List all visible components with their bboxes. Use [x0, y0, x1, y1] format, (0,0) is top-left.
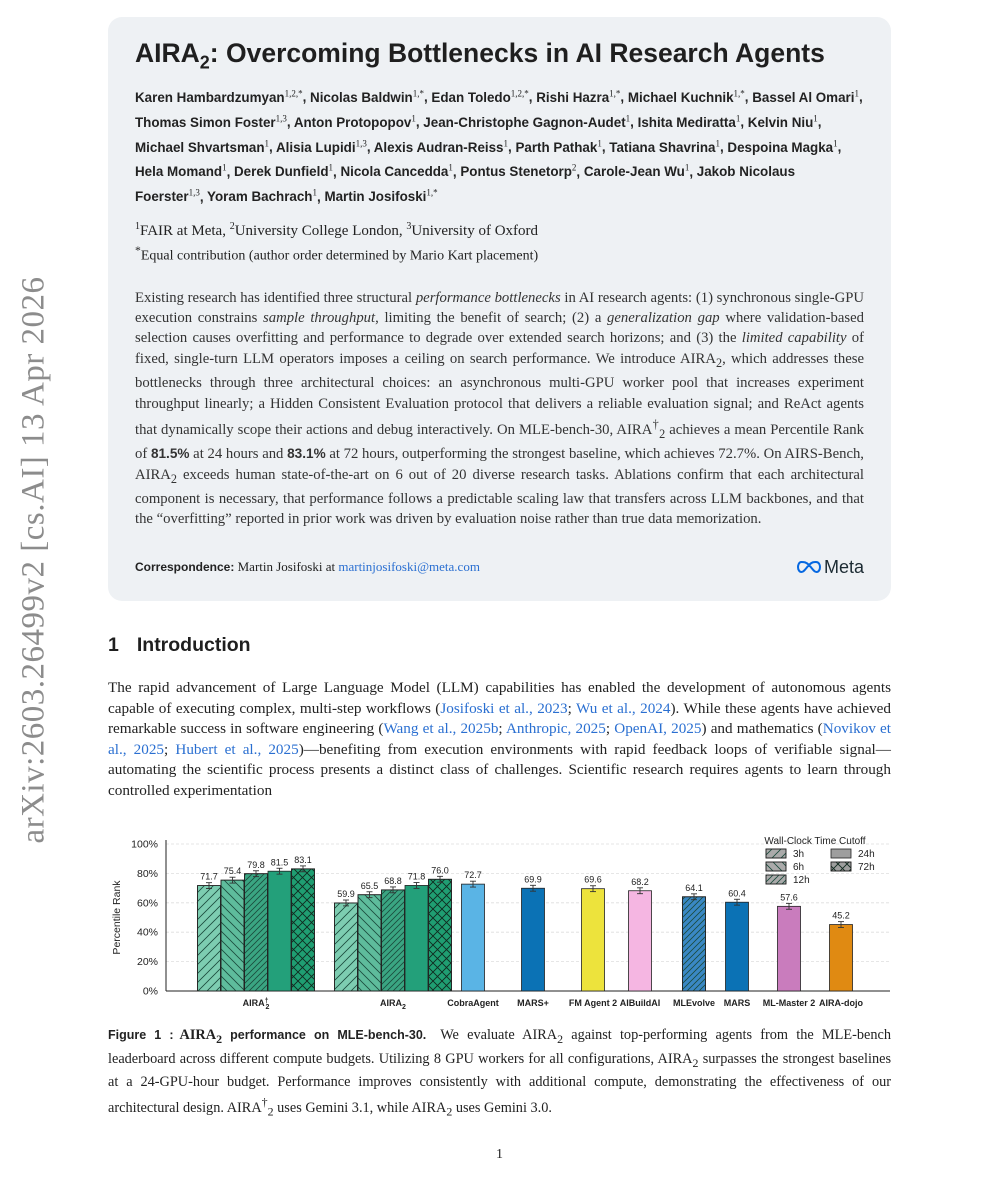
- x-tick-label: MARS: [723, 998, 751, 1008]
- bar: [405, 885, 428, 991]
- legend-label: 24h: [858, 849, 875, 860]
- x-tick-label: $AIRA_2$: [380, 998, 406, 1011]
- data-label: 76.0: [431, 865, 449, 876]
- author-name: Pontus Stenetorp$^2$: [460, 163, 577, 180]
- bar-hatch: [292, 869, 315, 991]
- y-tick-label: 80%: [136, 867, 158, 880]
- data-label: 72.7: [464, 870, 482, 881]
- citation-link[interactable]: Wang et al., 2025b: [383, 720, 499, 738]
- data-label: 68.2: [631, 876, 649, 887]
- author-name: Hela Momand$^1$: [135, 163, 227, 180]
- author-name: Jakob Nicolaus Foerster$^{1,3}$: [135, 164, 796, 205]
- y-axis-label: Percentile Rank: [111, 880, 123, 955]
- legend-swatch-hatch: [766, 862, 786, 871]
- bar-hatch: [335, 903, 358, 991]
- meta-infinity-icon: [797, 560, 821, 574]
- bar: [268, 871, 291, 991]
- legend-label: 3h: [793, 849, 805, 860]
- author-name: Derek Dunfield$^1$: [234, 163, 334, 180]
- author-name: Ishita Mediratta$^1$: [637, 113, 741, 130]
- affiliation: $^3$University of Oxford: [406, 220, 539, 239]
- data-label: 81.5: [270, 857, 289, 868]
- author-name: Edan Toledo$^{1,2,*}$: [431, 88, 529, 105]
- author-name: Kelvin Niu$^1$: [747, 113, 818, 130]
- bar-hatch: [382, 890, 405, 991]
- data-label: 59.9: [337, 889, 355, 900]
- author-name: Anton Protopopov$^1$: [293, 113, 416, 130]
- bar: [522, 888, 545, 991]
- x-tick-label: AIRA† 2: [242, 998, 270, 1011]
- data-label: 71.8: [407, 871, 426, 882]
- page-number: 1: [496, 1147, 503, 1162]
- section-heading: 1 Introduction: [108, 634, 251, 656]
- author-name: Thomas Simon Foster$^{1,3}$: [135, 113, 287, 130]
- correspondence-email-link[interactable]: martinjosifoski@meta.com: [338, 559, 480, 574]
- author-name: Michael Kuchnik$^{1,*}$: [627, 88, 745, 105]
- legend-swatch-hatch: [766, 849, 786, 858]
- bar: [726, 902, 749, 991]
- y-tick-label: 40%: [136, 926, 158, 939]
- figure-caption: Figure 1 : $AIRA_2$ performance on MLE-bench-30. We evaluate $AIRA_2$ against top-performing agents from the MLE-bench leaderboard across different compute budgets. Utilizing 8 GPU workers for all configurations, $AIRA_2$ surpasses the strongest baselines at a 24-GPU-hour budget. Performance improves consistently with additional compute, demonstrating the effectiveness of our architectural design. $AIRA^\dagger_2$ uses Gemini 3.1, while $AIRA_2$ uses Gemini 3.0.: [108, 1027, 892, 1119]
- affiliation: $^1$FAIR at Meta: [135, 220, 223, 239]
- y-tick-label: 20%: [136, 956, 158, 969]
- x-tick-label: MARS+: [517, 998, 549, 1008]
- legend-swatch-hatch: [831, 862, 851, 871]
- correspondence-row: [135, 556, 864, 578]
- data-label: 71.7: [200, 871, 218, 882]
- meta-logo: Meta: [797, 557, 864, 578]
- author-name: Yoram Bachrach$^1$: [207, 187, 317, 205]
- author-name: Carole-Jean Wu$^1$: [583, 163, 690, 180]
- bar-hatch: [358, 895, 381, 991]
- author-name: Karen Hambardzumyan$^{1,2,*}$: [135, 88, 303, 105]
- citation-link[interactable]: Hubert et al., 2025: [175, 740, 299, 758]
- author-name: Nicola Cancedda$^1$: [340, 163, 453, 180]
- bar-hatch: [221, 880, 244, 991]
- data-label: 69.9: [524, 874, 542, 885]
- affiliation: $^2$University College London: [229, 220, 399, 239]
- legend-label: 12h: [793, 875, 810, 886]
- x-tick-label: ML-Master 2: [762, 998, 816, 1008]
- paper-title: $AIRA_2$: Overcoming Bottlenecks in AI Research Agents: [135, 38, 825, 73]
- data-label: 83.1: [294, 854, 312, 865]
- y-tick-label: 100%: [131, 838, 158, 851]
- author-name: Rishi Hazra$^{1,*}$: [536, 88, 621, 105]
- author-name: Alisia Lupidi$^{1,3}$: [275, 138, 367, 155]
- abstract: Existing research has identified three structural performance bottlenecks in AI research agents: (1) synchronous single-GPU execution constrains sample throughput, limiting the benefit of search; (2) a generalization gap where validation-based selection causes overfitting and performance to degrade over extended search horizons; and (3) the limited capability of fixed, single-turn LLM operators imposes a ceiling on search performance. We introduce $AIRA_2$, which addresses these bottlenecks through three architectural choices: an asynchronous multi-GPU worker pool that increases experiment throughput linearly; a Hidden Consistent Evaluation protocol that delivers a reliable evaluation signal; and ReAct agents that dynamically scope their actions and debug interactively. On MLE-bench-30, $AIRA^\dagger_2$ achieves a mean Percentile Rank of 81.5% at 24 hours and 83.1% at 72 hours, outperforming the strongest baseline, which achieves 72.7%. On AIRS-Bench, $AIRA_2$ exceeds human state-of-the-art on 6 out of 20 diverse research tasks. Ablations confirm that each architectural component is necessary, that performance follows a predictable scaling law that transfers across LLM backbones, and that the “overfitting” reported in prior work was driven by evaluation noise rather than true data memorization.: [135, 289, 865, 528]
- equal-contribution-note: *Equal contribution (author order determined by Mario Kart placement): [135, 243, 539, 264]
- author-name: Martin Josifoski$^{1,*}$: [324, 187, 438, 205]
- author-name: Bassel Al Omari$^1$: [752, 88, 859, 105]
- legend-swatch: [831, 849, 851, 858]
- x-tick-label: AIBuildAI: [619, 998, 661, 1008]
- author-name: Tatiana Shavrina$^1$: [609, 138, 720, 155]
- correspondence: Correspondence: Martin Josifoski at martinjosifoski@meta.com: [135, 559, 480, 574]
- bar-hatch: [429, 879, 452, 991]
- citation-link[interactable]: Wu et al., 2024: [575, 699, 671, 717]
- x-tick-label: CobraAgent: [447, 998, 499, 1008]
- legend-label: 6h: [793, 862, 805, 873]
- y-tick-label: 0%: [142, 985, 158, 998]
- x-tick-label: MLEvolve: [672, 998, 716, 1008]
- percentile-rank-bar-chart: [100, 828, 900, 1018]
- author-name: Parth Pathak$^1$: [515, 138, 602, 155]
- legend-title: Wall-Clock Time Cutoff: [764, 836, 866, 847]
- legend-swatch-hatch: [766, 875, 786, 884]
- citation-link[interactable]: Josifoski et al., 2023: [440, 699, 568, 717]
- bar-hatch: [245, 874, 268, 991]
- data-label: 68.8: [384, 875, 402, 886]
- author-name: Alexis Audran-Reiss$^1$: [373, 138, 509, 155]
- citation-link[interactable]: OpenAI, 2025: [614, 720, 702, 738]
- data-label: 69.6: [584, 874, 602, 885]
- bar: [778, 906, 801, 991]
- affiliations: $^1$FAIR at Meta, $^2$University College London, $^3$University of Oxford: [135, 220, 539, 239]
- data-label: 45.2: [832, 910, 850, 921]
- data-label: 75.4: [223, 866, 242, 877]
- author-name: Nicolas Baldwin$^{1,*}$: [310, 88, 424, 105]
- x-tick-label: AIRA-dojo: [819, 998, 863, 1008]
- bar-hatch: [683, 897, 706, 991]
- author-name: Despoina Magka$^1$: [727, 138, 838, 155]
- data-label: 64.1: [685, 882, 703, 893]
- author-list: Karen Hambardzumyan$^{1,2,*}$, Nicolas Baldwin$^{1,*}$, Edan Toledo$^{1,2,*}$, Rishi Hazra$^{1,*}$, Michael Kuchnik$^{1,*}$, Bassel Al Omari$^1$, Thomas Simon Foster$^{1,3}$, Anton Protopopov$^1$, Jean-Christophe Gagnon-Audet$^1$, Ishita Mediratta$^1$, Kelvin Niu$^1$, Michael Shvartsman$^1$, Alisia Lupidi$^{1,3}$, Alexis Audran-Reiss$^1$, Parth Pathak$^1$, Tatiana Shavrina$^1$, Despoina Magka$^1$, Hela Momand$^1$, Derek Dunfield$^1$, Nicola Cancedda$^1$, Pontus Stenetorp$^2$, Carole-Jean Wu$^1$, Jakob Nicolaus Foerster$^{1,3}$, Yoram Bachrach$^1$, Martin Josifoski$^{1,*}$: [135, 88, 863, 205]
- x-tick-label: FM Agent 2: [568, 998, 618, 1008]
- data-label: 60.4: [728, 888, 746, 899]
- citation-link[interactable]: Novikov et al., 2025: [108, 720, 891, 758]
- intro-paragraph: The rapid advancement of Large Language Model (LLM) capabilities has enabled the development of autonomous agents capable of executing complex, multi-step workflows (Josifoski et al., 2023; Wu et al., 2024). While these agents have achieved remarkable success in software engineering (Wang et al., 2025b; Anthropic, 2025; OpenAI, 2025) and mathematics (Novikov et al., 2025; Hubert et al., 2025)—benefiting from execution environments with rapid feedback loops of verifiable signal—automating the scientific process presents a distinct class of challenges. Scientific research requires agents to learn through controlled experimentation: [108, 679, 892, 799]
- legend-label: 72h: [858, 862, 875, 873]
- bar: [582, 889, 605, 991]
- bar: [629, 891, 652, 991]
- author-name: Michael Shvartsman$^1$: [135, 138, 269, 155]
- y-tick-label: 60%: [136, 897, 158, 910]
- bar: [462, 884, 485, 991]
- data-label: 79.8: [247, 859, 265, 870]
- header-box: [108, 17, 891, 601]
- citation-link[interactable]: Anthropic, 2025: [505, 720, 606, 738]
- data-label: 57.6: [780, 892, 798, 903]
- bar: [830, 925, 853, 991]
- data-label: 65.5: [360, 880, 379, 891]
- bar-hatch: [198, 886, 221, 991]
- author-name: Jean-Christophe Gagnon-Audet$^1$: [423, 113, 631, 130]
- arxiv-stamp: arXiv:2603.26499v2 [cs.AI] 13 Apr 2026: [15, 276, 52, 844]
